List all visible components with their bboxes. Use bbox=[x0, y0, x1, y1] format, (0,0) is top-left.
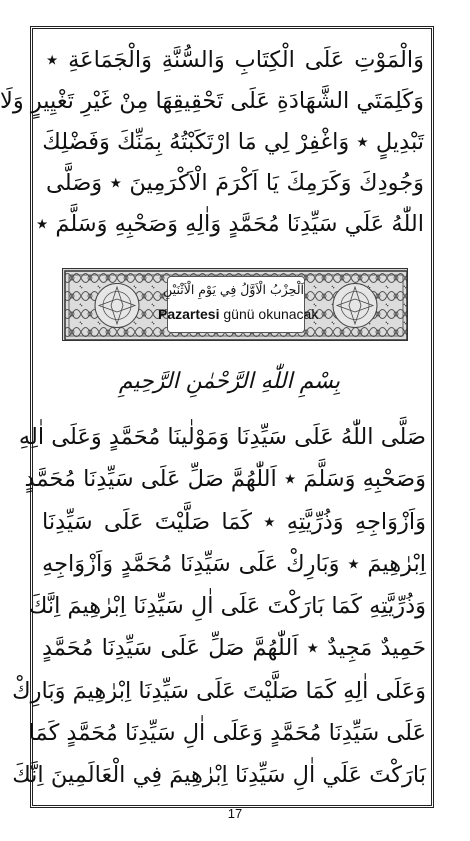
page-number: 17 bbox=[227, 806, 243, 821]
text-line: وَاَزْوَاجِهِ وَذُرِّيَّتِهِ ٭ كَمَا صَلَّيْتَ عَلَى سَيِّدِنَا bbox=[42, 508, 426, 535]
text-line: اللّٰهُ عَلَي سَيِّدِنَا مُحَمَّدٍ وَاٰلِهِ وَصَحْبِهِ وَسَلَّمَ ٭ bbox=[35, 211, 424, 237]
banner-day-name: Pazartesi bbox=[158, 306, 220, 322]
banner-title-panel bbox=[158, 276, 319, 333]
section-banner bbox=[62, 268, 408, 341]
text-line: وَذُرِّيَّتِهِ كَمَا بَارَكْتَ عَلَى اٰلِ سَيِّدِنَا اِبْرٰهِيمَ اِنَّكَ bbox=[28, 593, 426, 620]
text-line: عَلَى سَيِّدِنَا مُحَمَّدٍ وَعَلَى اٰلِ سَيِّدِنَا مُحَمَّدٍ كَمَا bbox=[28, 720, 426, 747]
top-text-block bbox=[0, 40, 424, 245]
text-line: وَكَلِمَتَي الشَّهَادَةِ عَلَى تَحْقِيقِهَا مِنْ غَيْرِ تَغْيِيرٍ وَلَا bbox=[0, 88, 424, 114]
text-line: حَمِيدٌ مَجِيدٌ ٭ اَللّٰهُمَّ صَلِّ عَلَى سَيِّدِنَا مُحَمَّدٍ bbox=[42, 635, 426, 662]
basmala-calligraphy: بِسْمِ اللّٰهِ الرَّحْمٰنِ الرَّحِيمِ bbox=[118, 369, 340, 394]
text-line: وَالْمَوْتِ عَلَى الْكِتَابِ وَالسُّنَّةِ وَالْجَمَاعَةِ ٭ bbox=[46, 47, 424, 73]
text-line: وَعَلَى اٰلِهِ كَمَا صَلَّيْتَ عَلَى سَيِّدِنَا اِبْرٰهِيمَ وَبَارِكْ bbox=[12, 677, 426, 704]
text-line: تَبْدِيلٍ ٭ وَاغْفِرْ لِي مَا ارْتَكَبْتُهُ بِمَنِّكَ وَفَضْلِكَ bbox=[42, 129, 424, 155]
text-line: صَلَّى اللّٰهُ عَلَى سَيِّدِنَا وَمَوْلٰينَا مُحَمَّدٍ وَعَلَى اٰلِهِ bbox=[18, 424, 426, 450]
main-text-block bbox=[12, 416, 426, 797]
text-line: وَجُودِكَ وَكَرَمِكَ يَا اَكْرَمَ الْاَكْرَمِينَ ٭ وَصَلَّى bbox=[46, 170, 424, 196]
banner-arabic-title: اَلْحِزْبُ الْاَوَّلُ فِي يَوْمِ الْاَثْنَيْنِ bbox=[163, 282, 304, 297]
text-line: وَصَحْبِهِ وَسَلَّمَ ٭ اَللّٰهُمَّ صَلِّ عَلَى سَيِّدِنَا مُحَمَّدٍ bbox=[24, 466, 426, 493]
text-line: بَارَكْتَ عَلَي اٰلِ سَيِّدِنَا اِبْرٰهِيمَ فِي الْعَالَمِينَ اِنَّكَ bbox=[12, 762, 426, 789]
text-line: اِبْرٰهِيمَ ٭ وَبَارِكْ عَلَى سَيِّدِنَا مُحَمَّدٍ وَاَزْوَاجِهِ bbox=[42, 550, 426, 577]
banner-latin-caption bbox=[158, 304, 319, 324]
banner-caption-rest: günü okunacak bbox=[219, 306, 319, 322]
